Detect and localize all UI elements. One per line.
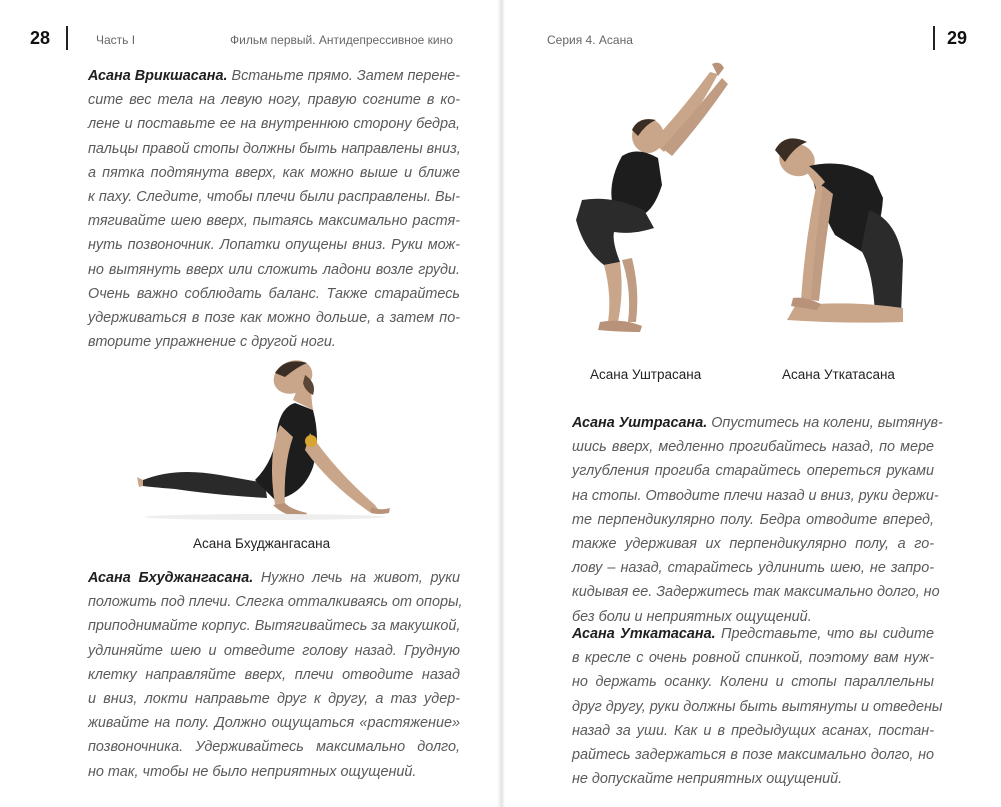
text-line: а пятка подтянута вверх, как можно выше и ближе	[88, 164, 460, 181]
text-line: на стопы. Отводите плечи назад и вниз, руки держи-	[572, 487, 939, 504]
text-line: лене и поставьте ее на внутреннюю сторону бедра,	[88, 116, 460, 133]
text-line: также удерживая их перпендикулярно полу, а го-	[572, 536, 934, 553]
bhujangasana-caption: Асана Бхуджангасана	[193, 536, 331, 551]
header-divider-right	[933, 26, 935, 50]
text-line: тягивайте шею вверх, пытаясь максимально растя-	[88, 213, 460, 230]
running-head-part: Часть I	[96, 33, 136, 47]
bhujangasana-photo	[135, 355, 395, 525]
vrikshasana-paragraph	[88, 64, 460, 354]
ushtrasana-photo	[765, 110, 915, 330]
text-line: нуть позвоночник. Лопатки опущены вниз. Руки мож-	[88, 237, 460, 254]
ushtrasana-paragraph	[572, 411, 943, 629]
text-line: лову – назад, старайтесь удлинить шею, не запро-	[572, 560, 934, 577]
text-line: клетку направляйте вверх, плечи отводите назад	[88, 666, 460, 683]
text-line: положить под плечи. Слегка отталкиваясь от опоры,	[88, 594, 463, 611]
header-divider-left	[66, 26, 68, 50]
left-page	[0, 0, 500, 807]
running-head-series: Серия 4. Асана	[547, 33, 633, 47]
text-line: в кресле с очень ровной спинкой, поэтому вам нуж-	[572, 650, 934, 667]
text-line: но держать осанку. Колени и стопы параллельны	[572, 674, 934, 691]
text-line: райтесь задержаться в позе максимально долго, но	[572, 747, 934, 764]
text-line: друг другу, руки должны быть вытянуты и отведены	[572, 698, 943, 715]
text-line: Встаньте прямо. Затем перене-	[227, 68, 461, 84]
running-head-film: Фильм первый. Антидепрессивное кино	[230, 33, 453, 47]
text-line: позвоночника. Удерживайтесь максимально долго,	[88, 739, 460, 756]
text-line: шись вверх, медленно прогибайтесь назад, по мере	[572, 439, 934, 456]
text-line: удерживаться в позе как можно дольше, а затем по-	[88, 310, 460, 327]
text-line: кидывая ее. Задержитесь так максимально долго, но	[572, 584, 940, 601]
text-line: углубления прогиба старайтесь опереться руками	[572, 463, 934, 480]
text-line: Представьте, что вы сидите	[715, 626, 935, 642]
ushtrasana-caption: Асана Уштрасана	[590, 367, 702, 382]
right-page	[500, 0, 1001, 807]
page-number-left: 28	[30, 28, 51, 48]
text-line: пальцы правой стопы должны быть направлены вниз,	[88, 140, 461, 157]
text-line: не допускайте неприятных ощущений.	[572, 771, 843, 788]
utkatasana-caption: Асана Уткатасана	[782, 367, 895, 382]
utkatasana-photo	[562, 60, 732, 345]
text-line: приподнимайте корпус. Вытягивайтесь за макушкой,	[88, 618, 461, 635]
text-line: без боли и неприятных ощущений.	[572, 608, 812, 625]
text-line: но так, чтобы не было неприятных ощущений.	[88, 763, 417, 780]
utkatasana-paragraph	[572, 622, 943, 791]
text-line: Опуститесь на колени, вытянув-	[707, 415, 943, 431]
bhujangasana-lead: Асана Бхуджангасана.	[88, 570, 254, 586]
text-line: сите вес тела на левую ногу, правую согните в ко-	[88, 92, 460, 109]
ushtrasana-lead: Асана Уштрасана.	[572, 415, 708, 431]
text-line: те перпендикулярно полу. Бедра отводите вперед,	[572, 511, 934, 528]
text-line: к паху. Следите, чтобы плечи были расправлены. Вы-	[88, 189, 460, 206]
bhujangasana-paragraph	[88, 566, 463, 784]
text-line: назад за уши. Как и в предыдущих асанах, постан-	[572, 722, 934, 739]
text-line: Нужно лечь на живот, руки	[253, 570, 460, 586]
text-line: но вытянуть вверх или сложить ладони возле груди.	[88, 261, 460, 278]
vrikshasana-lead: Асана Врикшасана.	[88, 68, 228, 84]
utkatasana-lead: Асана Уткатасана.	[572, 626, 716, 642]
text-line: живайте на полу. Должно ощущаться «растяжение»	[88, 715, 460, 732]
text-line: и вниз, локти направьте друг к другу, а таз удер-	[88, 691, 460, 708]
text-line: Очень важно соблюдать баланс. Также старайтесь	[88, 285, 460, 302]
text-line: вторите упражнение с другой ноги.	[88, 334, 336, 351]
text-line: удлиняйте шею и отведите голову назад. Грудную	[88, 642, 460, 659]
page-number-right: 29	[947, 28, 968, 48]
